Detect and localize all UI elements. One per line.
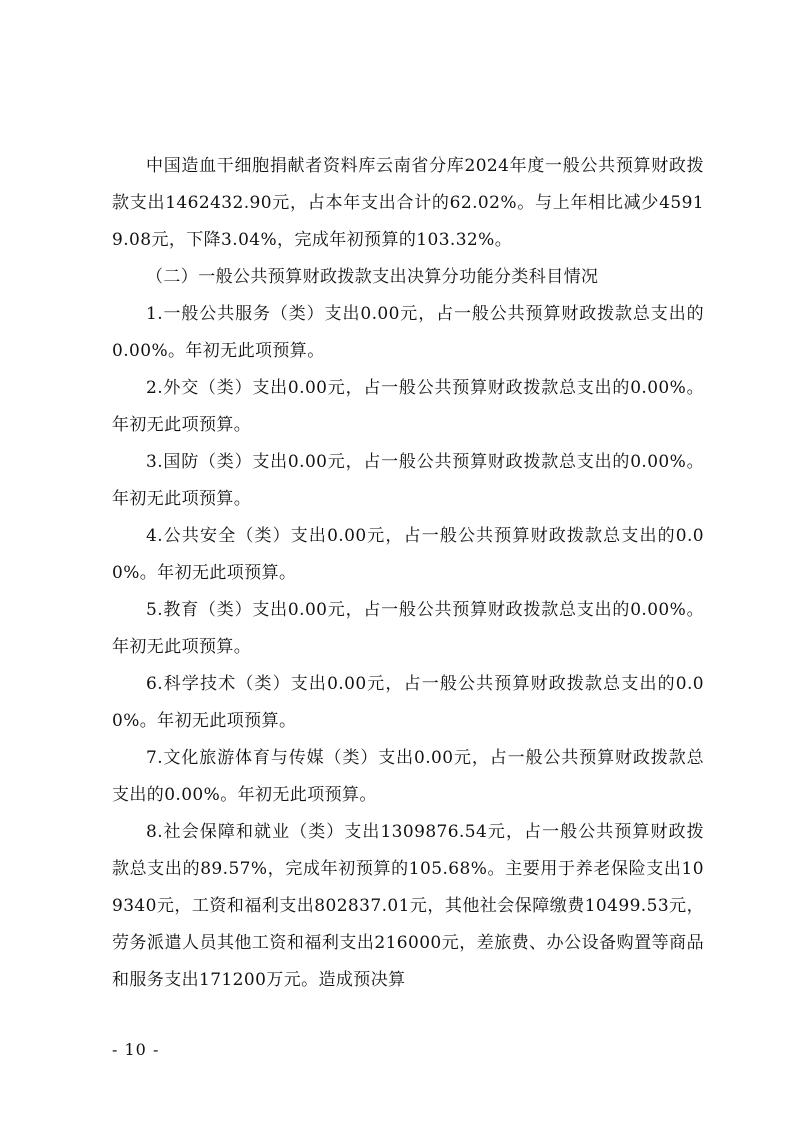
paragraph-item-5: 5.教育（类）支出0.00元，占一般公共预算财政拨款总支出的0.00%。年初无此项预算。 [112, 600, 704, 657]
paragraph-budget-summary: 中国造血干细胞捐献者资料库云南省分库2024年度一般公共预算财政拨款支出1462432.90元，占本年支出合计的62.02%。与上年相比减少45919.08元，下降3.04%，完成年初预算的103.32%。 [112, 156, 704, 250]
section-heading: （二）一般公共预算财政拨款支出决算分功能分类科目情况 [146, 267, 599, 287]
paragraph-item-8: 8.社会保障和就业（类）支出1309876.54元，占一般公共预算财政拨款总支出的89.57%，完成年初预算的105.68%。主要用于养老保险支出109340元，工资和福利支出802837.01元，其他社会保障缴费10499.53元，劳务派遣人员其他工资和福利支出216000元，差旅费、办公设备购置等商品和服务支出171200万元。造成预决算 [112, 822, 704, 990]
paragraph-item-6: 6.科学技术（类）支出0.00元，占一般公共预算财政拨款总支出的0.00%。年初无此项预算。 [112, 674, 704, 731]
paragraph-item-2: 2.外交（类）支出0.00元，占一般公共预算财政拨款总支出的0.00%。年初无此项预算。 [112, 378, 704, 435]
paragraph-item-7: 7.文化旅游体育与传媒（类）支出0.00元，占一般公共预算财政拨款总支出的0.00%。年初无此项预算。 [112, 748, 704, 805]
paragraph-item-1: 1.一般公共服务（类）支出0.00元，占一般公共预算财政拨款总支出的0.00%。年初无此项预算。 [112, 304, 704, 361]
paragraph-item-3: 3.国防（类）支出0.00元，占一般公共预算财政拨款总支出的0.00%。年初无此项预算。 [112, 452, 704, 509]
paragraph-item-4: 4.公共安全（类）支出0.00元，占一般公共预算财政拨款总支出的0.00%。年初无此项预算。 [112, 526, 704, 583]
page-number: - 10 - [112, 1040, 160, 1059]
document-body [112, 148, 704, 999]
